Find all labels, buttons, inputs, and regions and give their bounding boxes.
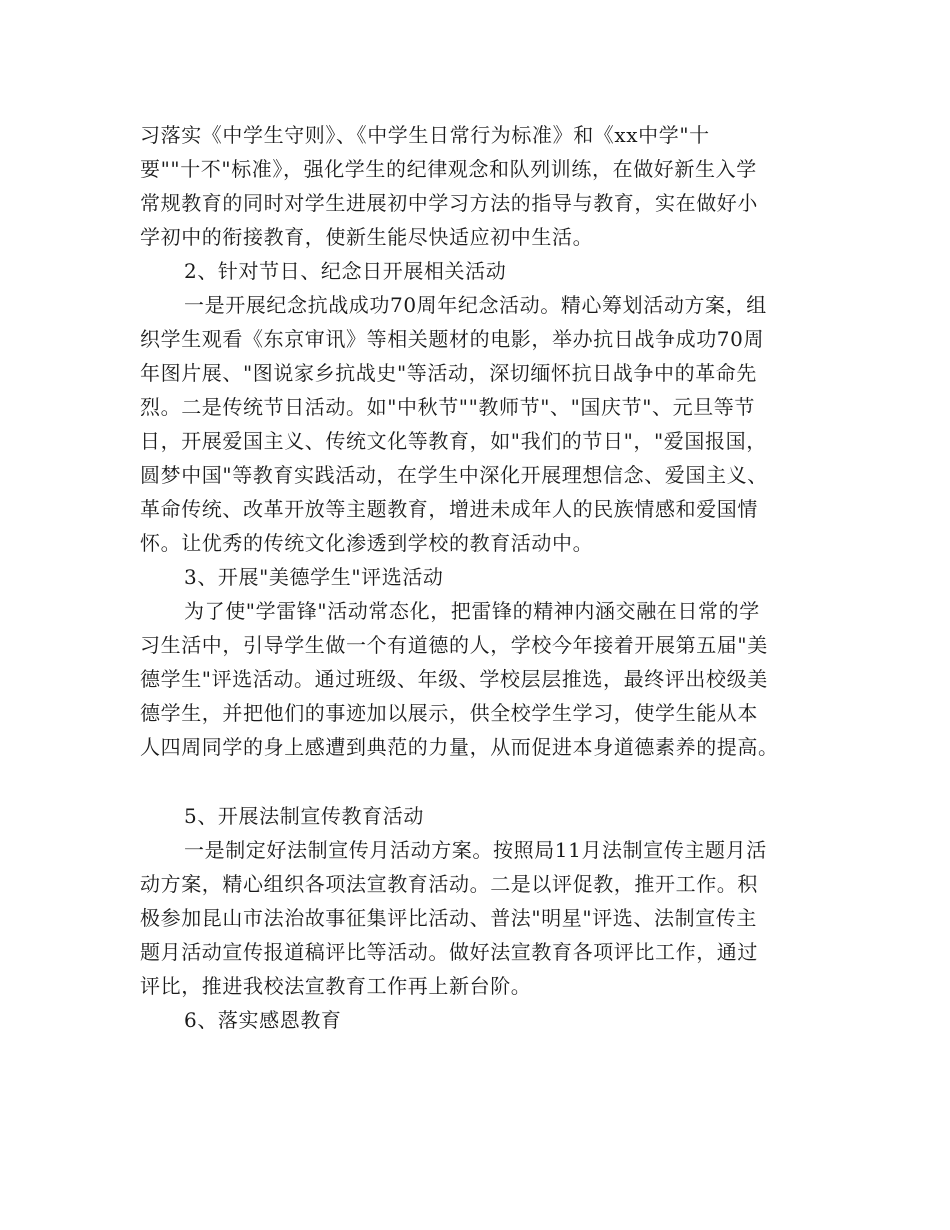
paragraph-line: 年图片展、"图说家乡抗战史"等活动，深切缅怀抗日战争中的革命先 (140, 361, 757, 385)
paragraph-line: 常规教育的同时对学生进展初中学习方法的指导与教育，实在做好小 (140, 191, 758, 215)
paragraph-line: 一是开展纪念抗战成功70周年纪念活动。精心筹划活动方案，组 (184, 293, 767, 317)
section-heading: 6、落实感恩教育 (184, 1008, 342, 1032)
paragraph-line: 德学生"评选活动。通过班级、年级、学校层层推选，最终评出校级美 (140, 667, 768, 691)
paragraph-line: 动方案，精心组织各项法宣教育活动。二是以评促教，推开工作。积 (140, 872, 758, 896)
paragraph-line: 题月活动宣传报道稿评比等活动。做好法宣教育各项评比工作，通过 (140, 940, 758, 964)
blank-line (140, 764, 830, 799)
paragraph-line: 圆梦中国"等教育实践活动，在学生中深化开展理想信念、爱国主义、 (140, 463, 768, 487)
paragraph-line: 要""十不"标准》，强化学生的纪律观念和队列训练，在做好新生入学 (140, 157, 757, 181)
paragraph-line: 日，开展爱国主义、传统文化等教育，如"我们的节日"，"爱国报国， (140, 429, 767, 453)
paragraph-line: 烈。二是传统节日活动。如"中秋节""教师节"、"国庆节"、元旦等节 (140, 395, 755, 419)
section-heading: 5、开展法制宣传教育活动 (184, 804, 424, 828)
paragraph-line: 习落实《中学生守则》、《中学生日常行为标准》和《xx中学"十 (140, 123, 710, 147)
paragraph-line: 怀。让优秀的传统文化渗透到学校的教育活动中。 (140, 531, 594, 555)
section-heading: 2、针对节日、纪念日开展相关活动 (184, 259, 507, 283)
paragraph-line: 习生活中，引导学生做一个有道德的人，学校今年接着开展第五届"美 (140, 633, 768, 657)
paragraph-line: 极参加昆山市法治故事征集评比活动、普法"明星"评选、法制宣传主 (140, 906, 757, 930)
paragraph-line: 织学生观看《东京审讯》等相关题材的电影，举办抗日战争成功70周 (140, 327, 765, 351)
section-heading: 3、开展"美德学生"评选活动 (184, 565, 444, 589)
paragraph-line: 学初中的衔接教育，使新生能尽快适应初中生活。 (140, 225, 594, 249)
paragraph-line: 评比，推进我校法宣教育工作再上新台阶。 (140, 974, 532, 998)
paragraph-line: 为了使"学雷锋"活动常态化，把雷锋的精神内涵交融在日常的学 (184, 599, 760, 623)
paragraph-line: 人四周同学的身上感遭到典范的力量，从而促进本身道德素养的提高。 (140, 735, 779, 759)
document-body (140, 118, 830, 1037)
paragraph-line: 一是制定好法制宣传月活动方案。按照局11月法制宣传主题月活 (184, 838, 767, 862)
paragraph-line: 革命传统、改革开放等主题教育，增进未成年人的民族情感和爱国情 (140, 497, 758, 521)
paragraph-line: 德学生，并把他们的事迹加以展示，供全校学生学习，使学生能从本 (140, 701, 758, 725)
